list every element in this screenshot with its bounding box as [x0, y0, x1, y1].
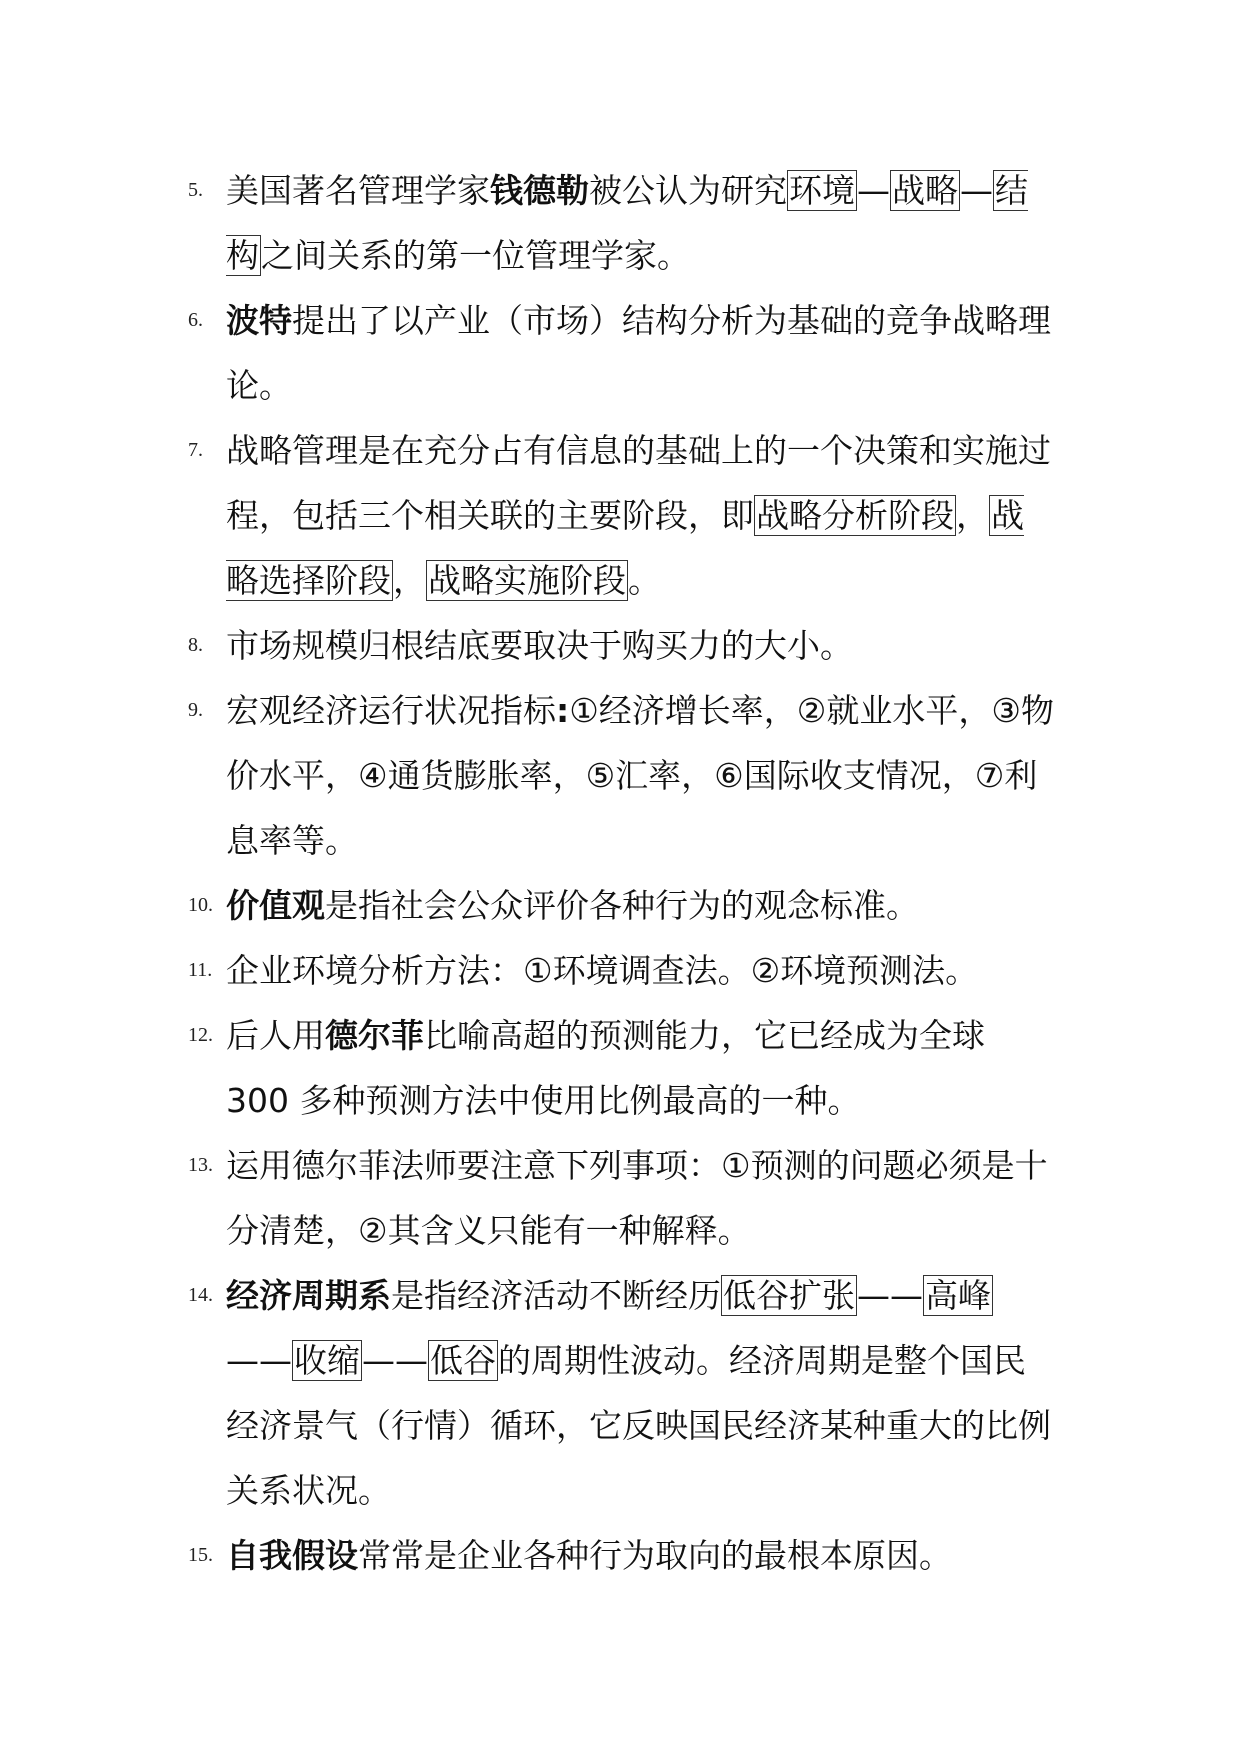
- item-text: 比喻高超的预测能力，它已经成为全球 300 多种预测方法中使用比例最高的一种。: [226, 1016, 985, 1120]
- bold-term: 钱德勒: [490, 171, 589, 210]
- boxed-term: 低谷扩张: [723, 1276, 855, 1315]
- bold-term: 波特: [226, 301, 292, 340]
- item-text: 之间关系的第一位管理学家。: [261, 236, 690, 275]
- boxed-term: 战略选择阶段: [226, 496, 1024, 600]
- list-item: [0, 1133, 1056, 1263]
- item-text: 企业环境分析方法：①环境调查法。②环境预测法。: [226, 951, 979, 990]
- item-text: —: [960, 171, 993, 210]
- item-number: 9.: [188, 699, 203, 721]
- item-text: 美国著名管理学家: [226, 171, 490, 210]
- item-number: 15.: [188, 1544, 213, 1566]
- item-text: 运用德尔菲法师要注意下列事项：①预测的问题必须是十分清楚，②其含义只能有一种解释。: [226, 1146, 1048, 1250]
- list-item: [0, 873, 1056, 938]
- bold-term: 德尔菲: [325, 1016, 424, 1055]
- list-item: [0, 678, 1056, 873]
- item-text: ，: [393, 561, 426, 600]
- item-number: 12.: [188, 1024, 213, 1046]
- item-text: ——: [857, 1276, 923, 1315]
- bold-term: 经济周期系: [226, 1276, 391, 1315]
- item-text: 常常是企业各种行为取向的最根本原因。: [358, 1536, 952, 1575]
- item-number: 7.: [188, 439, 203, 461]
- boxed-term: 战略分析阶段: [756, 496, 954, 535]
- bold-term: :: [556, 691, 570, 730]
- list-item: [0, 288, 1056, 418]
- item-text: 后人用: [226, 1016, 325, 1055]
- numbered-list: [0, 158, 1241, 1588]
- list-item: [0, 613, 1056, 678]
- item-text: ——: [226, 1341, 292, 1380]
- item-number: 13.: [188, 1154, 213, 1176]
- boxed-term: 高峰: [925, 1276, 991, 1315]
- item-number: 11.: [188, 959, 213, 981]
- item-text: 被公认为研究: [589, 171, 787, 210]
- item-number: 10.: [188, 894, 213, 916]
- list-item: [0, 938, 1056, 1003]
- list-item: [0, 1523, 1056, 1588]
- boxed-term: 低谷: [430, 1341, 496, 1380]
- item-text: —: [857, 171, 890, 210]
- item-text: 。: [628, 561, 661, 600]
- boxed-term: 结构: [226, 171, 1028, 275]
- item-number: 8.: [188, 634, 203, 656]
- list-item: [0, 1003, 1056, 1133]
- item-text: 是指经济活动不断经历: [391, 1276, 721, 1315]
- item-text: 市场规模归根结底要取决于购买力的大小。: [226, 626, 853, 665]
- boxed-term: 战略: [892, 171, 958, 210]
- item-text: 提出了以产业（市场）结构分析为基础的竞争战略理论。: [226, 301, 1051, 405]
- item-text: 战略管理是在充分占有信息的基础上的一个决策和实施过程，包括三个相关联的主要阶段，即: [226, 431, 1051, 535]
- boxed-term: 战略实施阶段: [428, 561, 626, 600]
- item-text: 的周期性波动。经济周期是整个国民经济景气（行情）循环，它反映国民经济某种重大的比例关系状况。: [226, 1341, 1051, 1510]
- list-item: [0, 418, 1056, 613]
- list-item: [0, 1263, 1056, 1523]
- item-number: 14.: [188, 1284, 213, 1306]
- item-text: ①经济增长率，②就业水平，③物价水平，④通货膨胀率，⑤汇率，⑥国际收支情况，⑦利息率等。: [226, 691, 1054, 860]
- item-text: ——: [362, 1341, 428, 1380]
- boxed-term: 环境: [789, 171, 855, 210]
- item-number: 6.: [188, 309, 203, 331]
- item-number: 5.: [188, 179, 203, 201]
- bold-term: 价值观: [226, 886, 325, 925]
- item-text: 宏观经济运行状况指标: [226, 691, 556, 730]
- bold-term: 自我假设: [226, 1536, 358, 1575]
- item-text: 是指社会公众评价各种行为的观念标准。: [325, 886, 919, 925]
- list-item: [0, 158, 1056, 288]
- item-text: ，: [956, 496, 989, 535]
- boxed-term: 收缩: [294, 1341, 360, 1380]
